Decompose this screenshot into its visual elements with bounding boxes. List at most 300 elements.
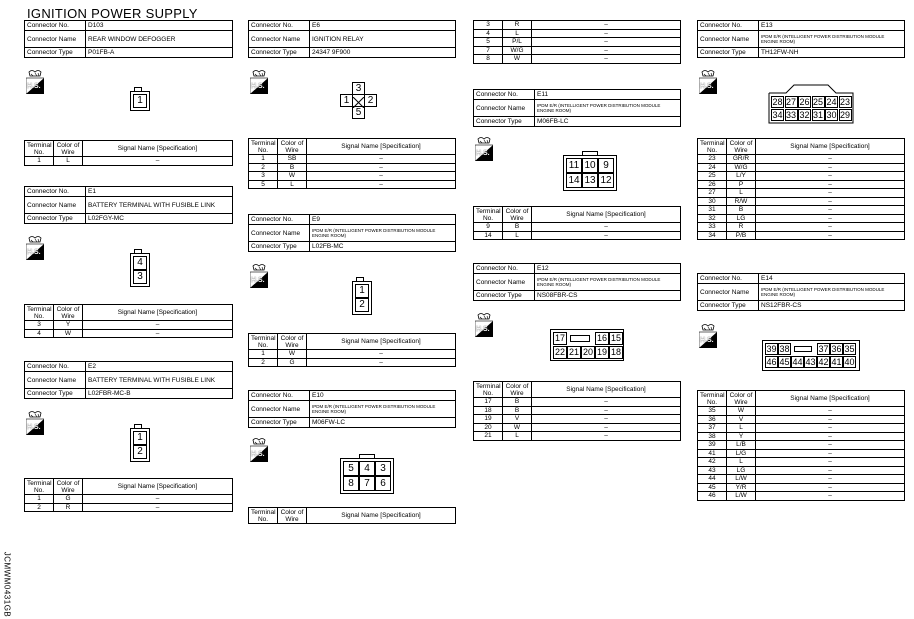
cavity: 12 (598, 173, 614, 188)
signal-name: – (83, 329, 233, 338)
connector-latch (570, 335, 590, 342)
terminal-no: 46 (698, 492, 727, 501)
signal-name: – (756, 163, 905, 172)
connector-info-e11 (473, 89, 681, 127)
info-label: Connector No. (249, 391, 310, 401)
terminal-no: 41 (698, 449, 727, 458)
cavity: 17 (554, 333, 565, 343)
info-label: Connector No. (25, 21, 86, 31)
terminal-table-e1 (24, 304, 233, 338)
wire-color: GR/R (727, 155, 756, 164)
wire-color: R (503, 21, 532, 30)
cavity: 42 (818, 357, 829, 367)
info-value: L02FB-MC (310, 242, 456, 252)
signal-name: – (307, 358, 456, 367)
cavity: 23 (839, 97, 850, 107)
terminal-no: 45 (698, 483, 727, 492)
terminal-no: 20 (474, 423, 503, 432)
cavity: 10 (582, 158, 598, 173)
color-header: Color of Wire (727, 139, 756, 155)
terminal-no: 3 (474, 21, 503, 30)
wire-color: L (54, 157, 83, 166)
terminal-table-e13 (697, 138, 905, 240)
harness-side-icon (475, 135, 491, 155)
terminal-no: 33 (698, 223, 727, 232)
harness-side-label: H.S. (700, 337, 714, 344)
cavity: 16 (596, 333, 607, 343)
wire-color: L/G (727, 449, 756, 458)
cavity: 13 (582, 173, 598, 188)
wire-color: Y (54, 321, 83, 330)
info-value: IPDM E/R (INTELLIGENT POWER DISTRIBUTION MODULE ENGINE ROOM) (759, 284, 905, 301)
color-header: Color of Wire (503, 382, 532, 398)
terminal-no: 34 (698, 231, 727, 240)
info-value: BATTERY TERMINAL WITH FUSIBLE LINK (86, 372, 233, 389)
terminal-no: 5 (474, 38, 503, 47)
terminal-no: 37 (698, 424, 727, 433)
signal-name: – (756, 155, 905, 164)
cavity: 5 (343, 461, 359, 476)
info-value: E9 (310, 215, 456, 225)
signal-name: – (756, 432, 905, 441)
wire-color: G (54, 495, 83, 504)
cavity: 28 (772, 97, 783, 107)
terminal-no: 4 (474, 29, 503, 38)
info-label: Connector No. (25, 362, 86, 372)
cavity: 2 (133, 445, 147, 459)
terminal-no: 39 (698, 441, 727, 450)
wire-color: L (727, 458, 756, 467)
signal-name: – (307, 163, 456, 172)
terminal-no: 3 (249, 172, 278, 181)
signal-name: – (756, 449, 905, 458)
wire-color: LG (727, 214, 756, 223)
connector-info-e1 (24, 186, 233, 224)
harness-side-label: H.S. (27, 83, 41, 90)
info-label: Connector Name (698, 31, 759, 48)
connector-latch (134, 424, 142, 429)
connector-face-e6 (340, 82, 384, 122)
table-row (249, 155, 456, 164)
signal-name: – (532, 55, 681, 64)
terminal-table-e10_cont (473, 20, 681, 64)
table-row (698, 449, 905, 458)
signal-name: – (83, 495, 233, 504)
wire-color: W (503, 423, 532, 432)
wire-color: W (54, 329, 83, 338)
info-value: IPDM E/R (INTELLIGENT POWER DISTRIBUTION MODULE ENGINE ROOM) (535, 100, 681, 117)
diagram-code: JCMWM0431GB (2, 551, 12, 618)
terminal-no: 36 (698, 415, 727, 424)
terminal-no: 43 (698, 466, 727, 475)
info-label: Connector Type (25, 214, 86, 224)
signal-header: Signal Name [Specification] (83, 305, 233, 321)
cavity: 5 (352, 106, 365, 119)
wire-color: P/B (727, 231, 756, 240)
connector-face-e12 (550, 329, 624, 361)
info-label: Connector Type (698, 48, 759, 58)
signal-header: Signal Name [Specification] (756, 139, 905, 155)
terminal-no-header: Terminal No. (25, 479, 54, 495)
table-row (698, 197, 905, 206)
info-label: Connector Name (25, 372, 86, 389)
cavity: 8 (343, 476, 359, 491)
connector-info-e12 (473, 263, 681, 301)
table-row (698, 466, 905, 475)
terminal-no: 24 (698, 163, 727, 172)
info-label: Connector Type (249, 48, 310, 58)
cavity: 25 (812, 97, 823, 107)
harness-side-label: H.S. (251, 83, 265, 90)
signal-name: – (756, 458, 905, 467)
wire-color: B (503, 223, 532, 232)
signal-name: – (532, 21, 681, 30)
table-row (474, 423, 681, 432)
harness-side-icon (26, 68, 42, 88)
wire-color: R (727, 223, 756, 232)
connector-latch (359, 454, 375, 459)
harness-side-icon (699, 68, 715, 88)
signal-name: – (532, 46, 681, 55)
page-title: IGNITION POWER SUPPLY (27, 6, 198, 21)
signal-name: – (756, 197, 905, 206)
wire-color: L (503, 29, 532, 38)
signal-name: – (83, 157, 233, 166)
cavity: 37 (818, 344, 829, 354)
terminal-no: 26 (698, 180, 727, 189)
table-row (698, 407, 905, 416)
info-label: Connector No. (249, 21, 310, 31)
table-row (249, 180, 456, 189)
table-row (249, 358, 456, 367)
table-row (698, 424, 905, 433)
cavity: 20 (582, 347, 593, 357)
info-label: Connector Name (474, 274, 535, 291)
terminal-no: 14 (474, 231, 503, 240)
info-value: E11 (535, 90, 681, 100)
harness-side-label: H.S. (27, 249, 41, 256)
signal-name: – (532, 38, 681, 47)
terminal-no: 23 (698, 155, 727, 164)
color-header: Color of Wire (54, 305, 83, 321)
wire-color: B (278, 163, 307, 172)
table-row (25, 329, 233, 338)
table-row (698, 441, 905, 450)
info-label: Connector Name (25, 197, 86, 214)
info-label: Connector Name (249, 401, 310, 418)
table-row (698, 415, 905, 424)
terminal-no: 1 (25, 495, 54, 504)
table-row (249, 172, 456, 181)
info-value: TH12FW-NH (759, 48, 905, 58)
table-row (474, 432, 681, 441)
cavity: 2 (355, 298, 369, 312)
color-header: Color of Wire (503, 207, 532, 223)
wire-color: V (503, 415, 532, 424)
info-value: E14 (759, 274, 905, 284)
terminal-no: 18 (474, 406, 503, 415)
wire-color: P/L (503, 38, 532, 47)
cavity: 41 (831, 357, 842, 367)
info-value: E2 (86, 362, 233, 372)
wire-color: LG (727, 466, 756, 475)
info-value: M06FW-LC (310, 418, 456, 428)
connector-info-d103 (24, 20, 233, 58)
wire-color: W/G (727, 163, 756, 172)
table-row (25, 157, 233, 166)
harness-side-icon (250, 436, 266, 456)
cavity: 3 (375, 461, 391, 476)
wire-color: B (727, 206, 756, 215)
cavity: 15 (610, 333, 621, 343)
signal-name: – (756, 214, 905, 223)
signal-name: – (756, 407, 905, 416)
cavity: 35 (844, 344, 855, 354)
terminal-table-e6 (248, 138, 456, 189)
signal-name: – (83, 321, 233, 330)
color-header: Color of Wire (278, 508, 307, 524)
wire-color: W (278, 172, 307, 181)
info-label: Connector No. (25, 187, 86, 197)
info-label: Connector Type (474, 117, 535, 127)
cavity: 2 (364, 94, 377, 107)
info-value: E12 (535, 264, 681, 274)
wire-color: B (503, 406, 532, 415)
info-label: Connector Type (25, 389, 86, 399)
wire-color: L (503, 231, 532, 240)
info-value: BATTERY TERMINAL WITH FUSIBLE LINK (86, 197, 233, 214)
cavity: 1 (133, 431, 147, 445)
cavity: 7 (359, 476, 375, 491)
info-label: Connector Name (698, 284, 759, 301)
signal-header: Signal Name [Specification] (307, 139, 456, 155)
table-row (25, 495, 233, 504)
color-header: Color of Wire (54, 141, 83, 157)
cavity: 19 (596, 347, 607, 357)
wire-color: R (54, 503, 83, 512)
terminal-no: 2 (249, 163, 278, 172)
terminal-no: 31 (698, 206, 727, 215)
cavity: 38 (779, 344, 790, 354)
info-label: Connector Name (249, 31, 310, 48)
terminal-no: 8 (474, 55, 503, 64)
terminal-no: 2 (25, 503, 54, 512)
cavity: 31 (812, 109, 823, 120)
info-label: Connector No. (474, 90, 535, 100)
harness-side-label: H.S. (27, 424, 41, 431)
connector-info-e2 (24, 361, 233, 399)
table-row (698, 155, 905, 164)
signal-name: – (532, 29, 681, 38)
cavity: 3 (352, 82, 365, 95)
wire-color: SB (278, 155, 307, 164)
info-value: IPDM E/R (INTELLIGENT POWER DISTRIBUTION MODULE ENGINE ROOM) (310, 225, 456, 242)
cavity: 1 (340, 94, 353, 107)
wire-color: B (503, 398, 532, 407)
terminal-no: 4 (25, 329, 54, 338)
terminal-no-header: Terminal No. (474, 382, 503, 398)
info-value: 24347 9F900 (310, 48, 456, 58)
signal-name: – (756, 475, 905, 484)
signal-name: – (532, 415, 681, 424)
signal-name: – (756, 424, 905, 433)
table-row (474, 46, 681, 55)
table-row (698, 189, 905, 198)
table-row (474, 415, 681, 424)
cavity: 46 (766, 357, 777, 367)
info-label: Connector Name (249, 225, 310, 242)
connector-face-e14 (762, 340, 860, 371)
wire-color: L/W (727, 475, 756, 484)
cavity: 27 (785, 97, 796, 107)
terminal-no: 19 (474, 415, 503, 424)
terminal-no-header: Terminal No. (474, 207, 503, 223)
table-row (474, 231, 681, 240)
terminal-table-e2 (24, 478, 233, 512)
connector-face-e2 (130, 428, 150, 462)
info-value: L02FBR-MC-B (86, 389, 233, 399)
cavity: 21 (568, 347, 579, 357)
harness-side-icon (26, 234, 42, 254)
table-row (698, 172, 905, 181)
terminal-table-e10 (248, 507, 456, 524)
signal-name: – (756, 231, 905, 240)
cavity: 1 (355, 284, 369, 298)
connector-info-e9 (248, 214, 456, 252)
terminal-no: 32 (698, 214, 727, 223)
terminal-no: 25 (698, 172, 727, 181)
table-row (474, 38, 681, 47)
connector-latch (794, 346, 812, 352)
table-row (698, 180, 905, 189)
cavity: 40 (844, 357, 855, 367)
signal-header: Signal Name [Specification] (83, 479, 233, 495)
cavity: 14 (566, 173, 582, 188)
wire-color: Y (727, 432, 756, 441)
terminal-no: 27 (698, 189, 727, 198)
wire-color: Y/R (727, 483, 756, 492)
color-header: Color of Wire (54, 479, 83, 495)
signal-name: – (307, 155, 456, 164)
signal-header: Signal Name [Specification] (532, 207, 681, 223)
harness-side-label: H.S. (476, 326, 490, 333)
harness-side-icon (26, 409, 42, 429)
info-value: E1 (86, 187, 233, 197)
terminal-no: 44 (698, 475, 727, 484)
terminal-table-e9 (248, 333, 456, 367)
connector-face-e10 (340, 458, 394, 494)
wire-color: W (727, 407, 756, 416)
terminal-no: 35 (698, 407, 727, 416)
signal-name: – (307, 350, 456, 359)
info-label: Connector No. (698, 274, 759, 284)
terminal-table-d103 (24, 140, 233, 166)
cavity: 44 (792, 357, 803, 367)
harness-side-icon (250, 262, 266, 282)
connector-face-e13 (766, 81, 856, 124)
signal-name: – (756, 223, 905, 232)
terminal-no: 17 (474, 398, 503, 407)
table-row (698, 231, 905, 240)
signal-name: – (532, 432, 681, 441)
cavity: 30 (826, 109, 837, 120)
connector-face-e11 (563, 155, 617, 191)
signal-name: – (307, 172, 456, 181)
table-row (25, 503, 233, 512)
table-row (474, 223, 681, 232)
info-label: Connector Type (474, 291, 535, 301)
info-value: IPDM E/R (INTELLIGENT POWER DISTRIBUTION MODULE ENGINE ROOM) (759, 31, 905, 48)
signal-name: – (756, 441, 905, 450)
signal-name: – (307, 180, 456, 189)
wire-color: L (727, 424, 756, 433)
signal-name: – (756, 172, 905, 181)
table-row (698, 214, 905, 223)
info-label: Connector Type (25, 48, 86, 58)
signal-name: – (532, 423, 681, 432)
signal-name: – (756, 483, 905, 492)
signal-name: – (756, 466, 905, 475)
terminal-no: 38 (698, 432, 727, 441)
terminal-table-e11 (473, 206, 681, 240)
wire-color: L (278, 180, 307, 189)
terminal-no-header: Terminal No. (249, 139, 278, 155)
cavity: 26 (799, 97, 810, 107)
signal-name: – (756, 206, 905, 215)
cavity: 1 (133, 94, 147, 108)
wire-color: W (503, 55, 532, 64)
terminal-no-header: Terminal No. (698, 139, 727, 155)
terminal-no-header: Terminal No. (249, 508, 278, 524)
cavity: 34 (772, 109, 783, 120)
info-label: Connector Type (249, 418, 310, 428)
cavity: 18 (610, 347, 621, 357)
cavity: 45 (779, 357, 790, 367)
color-header: Color of Wire (278, 334, 307, 350)
table-row (474, 398, 681, 407)
harness-side-label: H.S. (476, 150, 490, 157)
harness-side-icon (699, 322, 715, 342)
signal-name: – (756, 415, 905, 424)
connector-info-e6 (248, 20, 456, 58)
wire-color: L (503, 432, 532, 441)
cavity: 36 (831, 344, 842, 354)
wire-color: L/B (727, 441, 756, 450)
relay-cross-icon (352, 94, 365, 107)
signal-name: – (532, 231, 681, 240)
signal-header: Signal Name [Specification] (307, 508, 456, 524)
info-label: Connector Name (474, 100, 535, 117)
table-row (249, 163, 456, 172)
connector-info-e14 (697, 273, 905, 311)
wire-color: V (727, 415, 756, 424)
info-value: E6 (310, 21, 456, 31)
cavity: 9 (598, 158, 614, 173)
info-value: NS08FBR-CS (535, 291, 681, 301)
terminal-no: 42 (698, 458, 727, 467)
cavity: 33 (785, 109, 796, 120)
terminal-no: 5 (249, 180, 278, 189)
table-row (698, 206, 905, 215)
terminal-no-header: Terminal No. (25, 305, 54, 321)
info-value: IPDM E/R (INTELLIGENT POWER DISTRIBUTION MODULE ENGINE ROOM) (310, 401, 456, 418)
signal-name: – (532, 223, 681, 232)
cavity: 3 (133, 270, 147, 284)
cavity: 11 (566, 158, 582, 173)
terminal-no: 1 (25, 157, 54, 166)
connector-info-e13 (697, 20, 905, 58)
table-row (474, 21, 681, 30)
